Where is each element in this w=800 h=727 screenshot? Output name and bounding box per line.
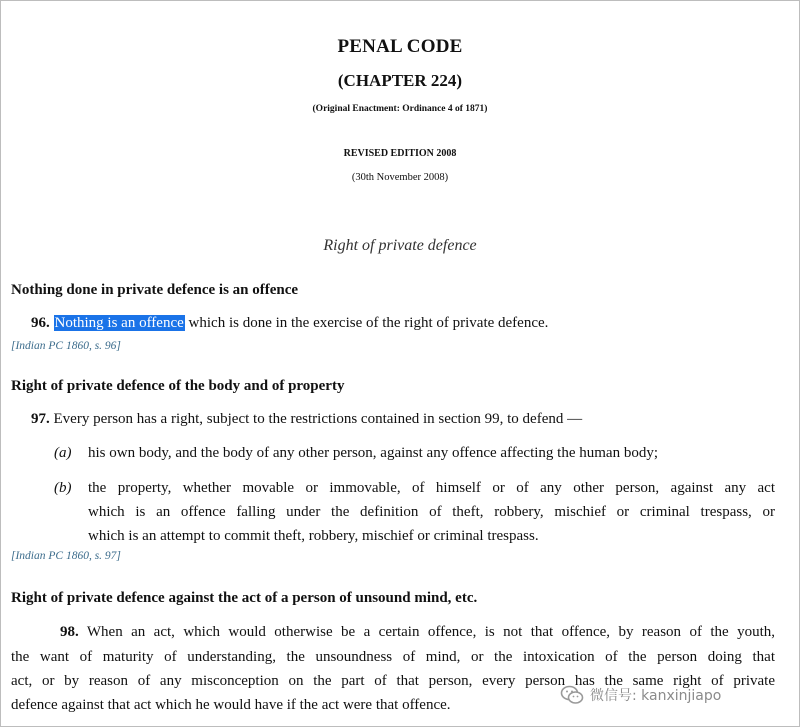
section-97-number: 97.: [31, 411, 50, 427]
section-98-line-4: defence against that act which he would have if the act were that offence.: [11, 697, 451, 713]
section-98-number: 98.: [60, 624, 79, 640]
section-97-body: [31, 411, 582, 428]
section-98-line-1: [60, 624, 775, 641]
section-98-line-1-text: When an act, which would otherwise be a certain offence, is not that offence, by reason of the youth,: [86, 624, 775, 640]
section-96-number: 96.: [31, 315, 50, 331]
clause-b-line-1: the property, whether movable or immovable, of himself or of any other person, against any act: [88, 480, 775, 496]
section-96-body: [31, 315, 548, 332]
clause-b-label: (b): [54, 480, 72, 496]
section-96-text: which is done in the exercise of the right of private defence.: [184, 315, 549, 331]
revised-date: (30th November 2008): [351, 172, 449, 183]
clause-b-line-3: which is an attempt to commit theft, robbery, mischief or criminal trespass.: [88, 528, 539, 544]
clause-a-label: (a): [54, 445, 72, 461]
wechat-watermark: [560, 682, 721, 708]
section-96-heading: Nothing done in private defence is an offence: [11, 282, 299, 298]
section-98-line-3: act, or by reason of any misconception on the part of that person, every person has the same right of private: [11, 673, 775, 689]
clause-a-text: his own body, and the body of any other person, against any offence affecting the human body;: [88, 445, 658, 461]
enactment-note: (Original Enactment: Ordinance 4 of 1871): [312, 104, 488, 114]
revised-edition: REVISED EDITION 2008: [343, 148, 457, 159]
section-96-citation: [Indian PC 1860, s. 96]: [11, 340, 121, 352]
section-98-heading: Right of private defence against the act of a person of unsound mind, etc.: [11, 590, 478, 606]
section-97-heading: Right of private defence of the body and of property: [11, 378, 345, 394]
chapter-number: (CHAPTER 224): [337, 71, 463, 90]
wechat-icon: [560, 684, 584, 706]
section-98-line-2: the want of maturity of understanding, the unsoundness of mind, or the intoxication of the person doing that: [11, 649, 775, 665]
document-title: PENAL CODE: [337, 36, 463, 57]
selected-text[interactable]: Nothing is an offence: [54, 315, 184, 331]
clause-b-line-2: which is an offence falling under the definition of theft, robbery, mischief or criminal trespass, or: [88, 504, 775, 520]
section-97-citation: [Indian PC 1860, s. 97]: [11, 550, 121, 562]
watermark-text: 微信号: kanxinjiapo: [590, 688, 722, 704]
section-97-text: Every person has a right, subject to the restrictions contained in section 99, to defend —: [53, 411, 583, 427]
part-title: Right of private defence: [323, 237, 477, 254]
